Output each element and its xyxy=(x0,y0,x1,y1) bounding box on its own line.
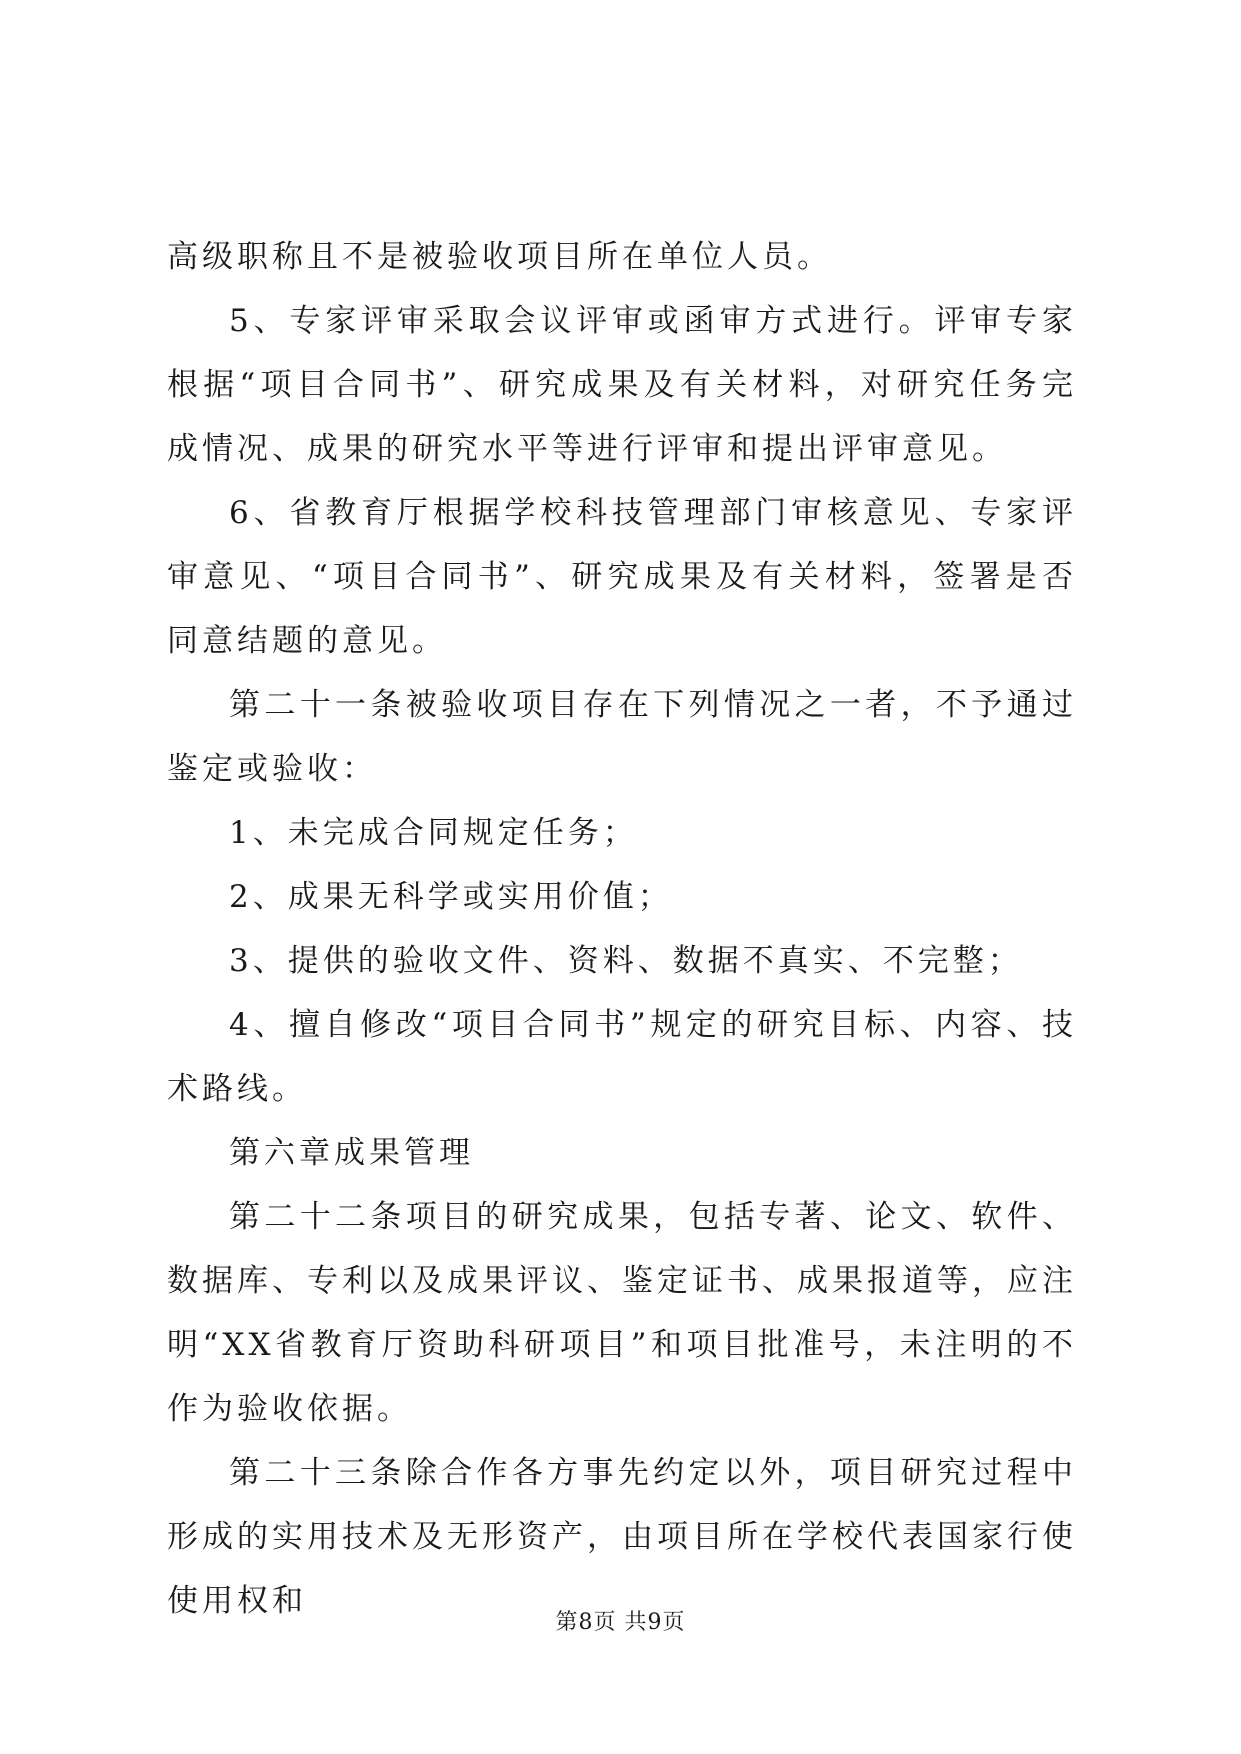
paragraph-continuation: 高级职称且不是被验收项目所在单位人员。 xyxy=(167,239,832,275)
paragraph-item-6: 6、省教育厅根据学校科技管理部门审核意见、专家评审意见、“项目合同书”、研究成果及有关材料，签署是否同意结题的意见。 xyxy=(167,495,1077,659)
paragraph-list-item-4: 4、擅自修改“项目合同书”规定的研究目标、内容、技术路线。 xyxy=(167,1007,1077,1107)
document-body xyxy=(167,225,1077,1633)
paragraph-article-22: 第二十二条项目的研究成果，包括专著、论文、软件、数据库、专利以及成果评议、鉴定证书、成果报道等，应注明“XX省教育厅资助科研项目”和项目批准号，未注明的不作为验收依据。 xyxy=(167,1199,1077,1427)
paragraph-list-item-3: 3、提供的验收文件、资料、数据不真实、不完整； xyxy=(229,943,1023,979)
chapter-heading: 第六章成果管理 xyxy=(229,1135,474,1171)
paragraph-item-5: 5、专家评审采取会议评审或函审方式进行。评审专家根据“项目合同书”、研究成果及有关材料，对研究任务完成情况、成果的研究水平等进行评审和提出评审意见。 xyxy=(167,303,1077,467)
paragraph-list-item-1: 1、未完成合同规定任务； xyxy=(229,815,638,851)
paragraph-article-23: 第二十三条除合作各方事先约定以外，项目研究过程中形成的实用技术及无形资产，由项目所在学校代表国家行使使用权和 xyxy=(167,1455,1077,1619)
page-number-footer: 第8页 共9页 xyxy=(555,1610,686,1635)
paragraph-list-item-2: 2、成果无科学或实用价值； xyxy=(229,879,673,915)
paragraph-article-21: 第二十一条被验收项目存在下列情况之一者，不予通过鉴定或验收： xyxy=(167,687,1077,787)
